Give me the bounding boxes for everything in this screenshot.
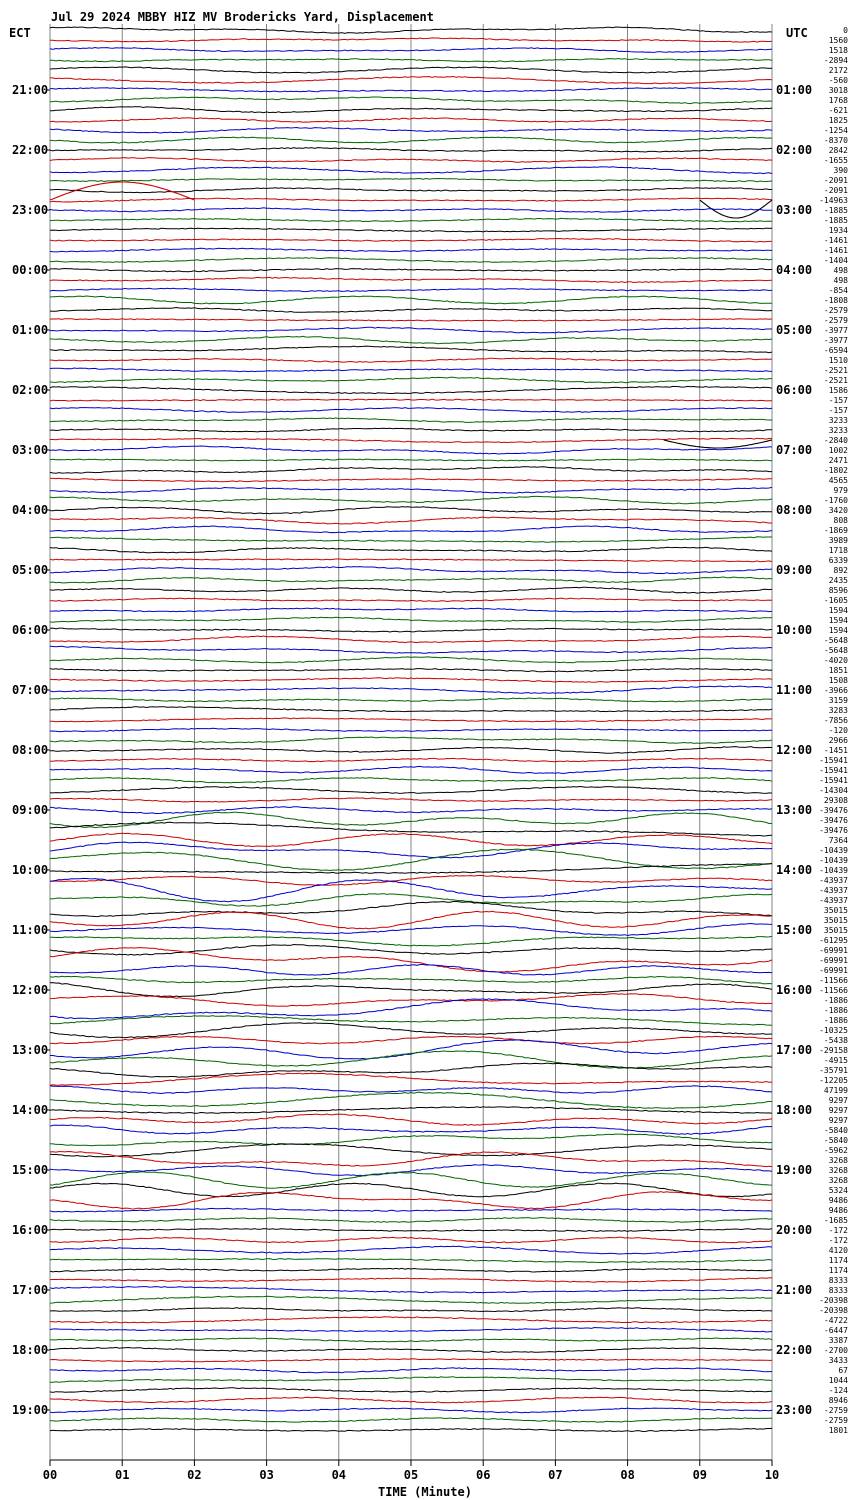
- trace-offset-label: 808: [833, 516, 848, 525]
- trace-offset-label: 3268: [828, 1166, 848, 1175]
- trace-offset-label: 1560: [828, 36, 848, 45]
- left-time-label: 11:00: [12, 923, 49, 937]
- right-time-label: 07:00: [776, 443, 813, 457]
- trace-offset-label: -2759: [823, 1416, 848, 1425]
- left-time-label: 02:00: [12, 383, 49, 397]
- right-time-label: 12:00: [776, 743, 813, 757]
- left-time-label: 09:00: [12, 803, 49, 817]
- right-time-label: 04:00: [776, 263, 813, 277]
- trace-offset-label: 3018: [828, 86, 848, 95]
- trace-offset-label: -3966: [823, 686, 848, 695]
- right-time-label: 06:00: [776, 383, 813, 397]
- trace-offset-label: 3989: [828, 536, 848, 545]
- trace-offset-label: -15941: [819, 756, 848, 765]
- trace-offset-label: 67: [838, 1366, 848, 1375]
- x-tick-label: 07: [548, 1468, 563, 1482]
- trace-offset-label: -69991: [819, 966, 848, 975]
- trace-offset-label: 1934: [828, 226, 848, 235]
- left-time-label: 15:00: [12, 1163, 49, 1177]
- trace-offset-label: -1886: [823, 1016, 848, 1025]
- right-time-label: 11:00: [776, 683, 813, 697]
- trace-offset-label: 29308: [823, 796, 848, 805]
- trace-offset-label: -1802: [823, 466, 848, 475]
- trace-offset-label: -43937: [819, 886, 848, 895]
- trace-offset-label: -2840: [823, 436, 848, 445]
- trace-offset-label: -5438: [823, 1036, 848, 1045]
- trace-offset-label: -854: [828, 286, 848, 295]
- trace-offset-label: -69991: [819, 956, 848, 965]
- trace-offset-label: -5840: [823, 1136, 848, 1145]
- trace-offset-label: -1605: [823, 596, 848, 605]
- trace-offset-label: 8333: [828, 1286, 848, 1295]
- left-time-label: 13:00: [12, 1043, 49, 1057]
- trace-offset-label: -20398: [819, 1306, 848, 1315]
- trace-offset-label: -20398: [819, 1296, 848, 1305]
- trace-offset-label: 1801: [828, 1426, 848, 1435]
- trace-offset-label: -1254: [823, 126, 848, 135]
- trace-offset-label: -11566: [819, 976, 848, 985]
- trace-offset-label: -1404: [823, 256, 848, 265]
- right-time-label: 16:00: [776, 983, 813, 997]
- trace-offset-label: 4565: [828, 476, 848, 485]
- trace-offset-label: 3159: [828, 696, 848, 705]
- trace-offset-label: 3420: [828, 506, 848, 515]
- left-time-label: 07:00: [12, 683, 49, 697]
- right-time-label: 19:00: [776, 1163, 813, 1177]
- trace-offset-label: 498: [833, 266, 848, 275]
- trace-offset-label: -4722: [823, 1316, 848, 1325]
- right-time-label: 20:00: [776, 1223, 813, 1237]
- trace-offset-label: -43937: [819, 896, 848, 905]
- trace-offset-label: -35791: [819, 1066, 848, 1075]
- trace-offset-label: -10325: [819, 1026, 848, 1035]
- trace-offset-label: 1044: [828, 1376, 848, 1385]
- x-tick-label: 01: [114, 1468, 130, 1482]
- trace-offset-label: 1518: [828, 46, 848, 55]
- trace-offset-label: 47199: [823, 1086, 848, 1095]
- left-time-label: 00:00: [12, 263, 49, 277]
- trace-offset-label: 2471: [828, 456, 848, 465]
- trace-offset-label: 1174: [828, 1256, 848, 1265]
- trace-offset-label: 8946: [828, 1396, 848, 1405]
- trace-offset-label: -5648: [823, 646, 848, 655]
- trace-offset-label: 2172: [828, 66, 848, 75]
- left-time-label: 03:00: [12, 443, 49, 457]
- trace-offset-label: -10439: [819, 866, 848, 875]
- trace-offset-label: 9297: [828, 1106, 848, 1115]
- x-tick-label: 10: [764, 1468, 780, 1482]
- trace-offset-label: -157: [828, 396, 848, 405]
- trace-offset-label: 892: [833, 566, 848, 575]
- trace-offset-label: 1594: [828, 606, 848, 615]
- trace-offset-label: -8370: [823, 136, 848, 145]
- trace-offset-label: 2966: [828, 736, 848, 745]
- left-time-label: 08:00: [12, 743, 49, 757]
- trace-offset-label: 3233: [828, 426, 848, 435]
- trace-offset-label: 8333: [828, 1276, 848, 1285]
- trace-offset-label: 9486: [828, 1206, 848, 1215]
- left-axis-label: ECT: [9, 26, 31, 40]
- right-time-label: 18:00: [776, 1103, 813, 1117]
- x-axis-label: TIME (Minute): [378, 1485, 472, 1499]
- right-time-label: 17:00: [776, 1043, 813, 1057]
- left-time-label: 21:00: [12, 83, 49, 97]
- trace-offset-label: -1451: [823, 746, 848, 755]
- left-time-label: 14:00: [12, 1103, 49, 1117]
- trace-offset-label: -4915: [823, 1056, 848, 1065]
- trace-offset-label: -1886: [823, 996, 848, 1005]
- trace-offset-label: 9486: [828, 1196, 848, 1205]
- trace-offset-label: 4120: [828, 1246, 848, 1255]
- trace-offset-label: -172: [828, 1226, 848, 1235]
- right-time-label: 22:00: [776, 1343, 813, 1357]
- trace-offset-label: 3268: [828, 1176, 848, 1185]
- right-time-label: 23:00: [776, 1403, 813, 1417]
- x-tick-label: 08: [620, 1468, 635, 1482]
- trace-offset-label: 9297: [828, 1096, 848, 1105]
- trace-offset-label: 0: [843, 26, 848, 35]
- trace-offset-label: -14963: [819, 196, 848, 205]
- trace-offset-label: 1594: [828, 616, 848, 625]
- trace-offset-label: 3283: [828, 706, 848, 715]
- left-time-label: 06:00: [12, 623, 49, 637]
- trace-offset-label: 1718: [828, 546, 848, 555]
- right-time-label: 14:00: [776, 863, 813, 877]
- trace-offset-label: -1886: [823, 1006, 848, 1015]
- trace-offset-label: -14304: [819, 786, 848, 795]
- trace-offset-label: -43937: [819, 876, 848, 885]
- trace-offset-label: 1174: [828, 1266, 848, 1275]
- left-time-label: 10:00: [12, 863, 49, 877]
- trace-offset-label: -2759: [823, 1406, 848, 1415]
- trace-offset-label: -120: [828, 726, 848, 735]
- trace-offset-label: -2091: [823, 186, 848, 195]
- trace-offset-label: 3433: [828, 1356, 848, 1365]
- left-time-label: 16:00: [12, 1223, 49, 1237]
- right-time-label: 01:00: [776, 83, 813, 97]
- trace-offset-label: -39476: [819, 806, 848, 815]
- trace-offset-label: 1768: [828, 96, 848, 105]
- trace-offset-label: -29158: [819, 1046, 848, 1055]
- x-tick-label: 09: [692, 1468, 708, 1482]
- trace-offset-label: -7856: [823, 716, 848, 725]
- left-time-label: 17:00: [12, 1283, 49, 1297]
- trace-offset-label: -12205: [819, 1076, 848, 1085]
- trace-offset-label: 1594: [828, 626, 848, 635]
- trace-offset-label: -124: [828, 1386, 848, 1395]
- trace-offset-label: 35015: [823, 906, 848, 915]
- right-time-label: 02:00: [776, 143, 813, 157]
- trace-offset-label: -5840: [823, 1126, 848, 1135]
- right-time-label: 09:00: [776, 563, 813, 577]
- trace-offset-label: -1685: [823, 1216, 848, 1225]
- trace-offset-label: -157: [828, 406, 848, 415]
- trace-offset-label: -2521: [823, 366, 848, 375]
- trace-offset-label: -2579: [823, 316, 848, 325]
- chart-title: Jul 29 2024 MBBY HIZ MV Brodericks Yard, Displacement: [51, 10, 434, 24]
- trace-offset-label: -4020: [823, 656, 848, 665]
- trace-offset-label: -2700: [823, 1346, 848, 1355]
- trace-offset-label: 2842: [828, 146, 848, 155]
- trace-offset-label: -560: [828, 76, 848, 85]
- x-tick-label: 04: [331, 1468, 347, 1482]
- right-time-label: 03:00: [776, 203, 813, 217]
- trace-offset-label: 3233: [828, 416, 848, 425]
- trace-offset-label: -2091: [823, 176, 848, 185]
- trace-offset-label: -2521: [823, 376, 848, 385]
- x-tick-label: 05: [403, 1468, 419, 1482]
- trace-offset-label: -1760: [823, 496, 848, 505]
- trace-offset-label: -1461: [823, 236, 848, 245]
- trace-offset-label: 390: [833, 166, 848, 175]
- trace-offset-label: -172: [828, 1236, 848, 1245]
- trace-offset-label: 498: [833, 276, 848, 285]
- x-tick-label: 00: [42, 1468, 58, 1482]
- trace-offset-label: -1885: [823, 206, 848, 215]
- trace-offset-label: -15941: [819, 766, 848, 775]
- right-time-label: 21:00: [776, 1283, 813, 1297]
- trace-offset-label: -621: [828, 106, 848, 115]
- trace-offset-label: -6594: [823, 346, 848, 355]
- trace-offset-label: 2435: [828, 576, 848, 585]
- trace-offset-label: 5324: [828, 1186, 848, 1195]
- left-time-label: 04:00: [12, 503, 49, 517]
- trace-offset-label: -15941: [819, 776, 848, 785]
- left-time-label: 05:00: [12, 563, 49, 577]
- x-tick-label: 02: [187, 1468, 202, 1482]
- trace-offset-label: -69991: [819, 946, 848, 955]
- x-tick-label: 06: [475, 1468, 491, 1482]
- trace-offset-label: 979: [833, 486, 848, 495]
- trace-offset-label: -1461: [823, 246, 848, 255]
- trace-offset-label: 3268: [828, 1156, 848, 1165]
- trace-offset-label: -61295: [819, 936, 848, 945]
- trace-offset-label: -11566: [819, 986, 848, 995]
- trace-offset-label: 1508: [828, 676, 848, 685]
- right-time-label: 08:00: [776, 503, 813, 517]
- left-time-label: 18:00: [12, 1343, 49, 1357]
- trace-offset-label: -1655: [823, 156, 848, 165]
- left-time-label: 01:00: [12, 323, 49, 337]
- trace-offset-label: 1851: [828, 666, 848, 675]
- trace-offset-label: 3387: [828, 1336, 848, 1345]
- right-time-label: 05:00: [776, 323, 813, 337]
- left-time-label: 22:00: [12, 143, 49, 157]
- trace-offset-label: -10439: [819, 856, 848, 865]
- trace-offset-label: -39476: [819, 816, 848, 825]
- x-tick-label: 03: [259, 1468, 274, 1482]
- trace-offset-label: -1885: [823, 216, 848, 225]
- trace-offset-label: 8596: [828, 586, 848, 595]
- trace-offset-label: 7364: [828, 836, 848, 845]
- trace-offset-label: -1869: [823, 526, 848, 535]
- left-time-label: 19:00: [12, 1403, 49, 1417]
- left-time-label: 23:00: [12, 203, 49, 217]
- trace-offset-label: 6339: [828, 556, 848, 565]
- trace-offset-label: -10439: [819, 846, 848, 855]
- trace-offset-label: -5962: [823, 1146, 848, 1155]
- trace-offset-label: 1825: [828, 116, 848, 125]
- right-time-label: 15:00: [776, 923, 813, 937]
- trace-offset-label: -5648: [823, 636, 848, 645]
- trace-offset-label: 1586: [828, 386, 848, 395]
- left-time-label: 12:00: [12, 983, 49, 997]
- right-time-label: 10:00: [776, 623, 813, 637]
- right-axis-label: UTC: [786, 26, 808, 40]
- trace-offset-label: 1002: [828, 446, 848, 455]
- trace-offset-label: -3977: [823, 336, 848, 345]
- trace-offset-label: 35015: [823, 916, 848, 925]
- trace-offset-label: -2894: [823, 56, 848, 65]
- right-time-label: 13:00: [776, 803, 813, 817]
- trace-offset-label: -39476: [819, 826, 848, 835]
- trace-offset-label: -6447: [823, 1326, 848, 1335]
- trace-offset-label: 35015: [823, 926, 848, 935]
- trace-offset-label: -3977: [823, 326, 848, 335]
- trace-offset-label: -2579: [823, 306, 848, 315]
- trace-offset-label: -1808: [823, 296, 848, 305]
- trace-offset-label: 9297: [828, 1116, 848, 1125]
- trace-offset-label: 1510: [828, 356, 848, 365]
